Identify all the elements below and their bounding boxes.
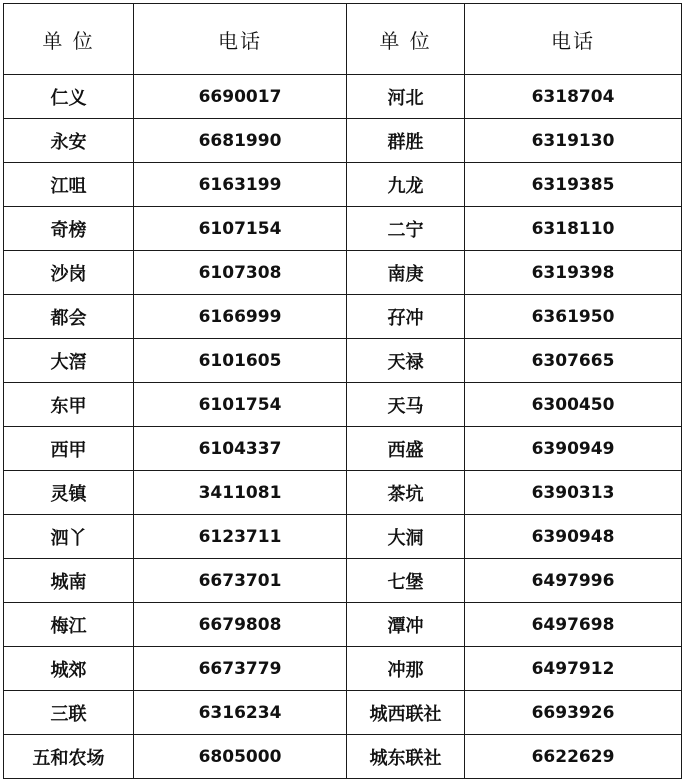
unit-name-cell: 二宁 <box>347 207 465 251</box>
phone-number-cell: 6497912 <box>465 647 682 691</box>
unit-name-cell: 仁义 <box>4 75 134 119</box>
unit-name-cell: 都会 <box>4 295 134 339</box>
unit-name-cell: 城西联社 <box>347 691 465 735</box>
phone-number-cell: 6319398 <box>465 251 682 295</box>
phone-number-cell: 6805000 <box>134 735 347 779</box>
unit-name-cell: 九龙 <box>347 163 465 207</box>
table-row <box>4 163 682 207</box>
phone-number-cell: 6690017 <box>134 75 347 119</box>
unit-name-cell: 江咀 <box>4 163 134 207</box>
unit-name-cell: 城南 <box>4 559 134 603</box>
table-row <box>4 75 682 119</box>
phone-number-cell: 6319385 <box>465 163 682 207</box>
header-unit-right: 单 位 <box>347 4 465 75</box>
unit-name-cell: 西甲 <box>4 427 134 471</box>
table-row <box>4 735 682 779</box>
phone-number-cell: 6307665 <box>465 339 682 383</box>
unit-name-cell: 三联 <box>4 691 134 735</box>
phone-number-cell: 6318704 <box>465 75 682 119</box>
unit-name-cell: 西盛 <box>347 427 465 471</box>
unit-name-cell: 五和农场 <box>4 735 134 779</box>
phone-number-cell: 6622629 <box>465 735 682 779</box>
phone-number-cell: 6361950 <box>465 295 682 339</box>
table-body <box>4 4 682 779</box>
phone-number-cell: 6318110 <box>465 207 682 251</box>
phone-number-cell: 6497996 <box>465 559 682 603</box>
table-row <box>4 251 682 295</box>
phone-number-cell: 6107154 <box>134 207 347 251</box>
header-row <box>4 4 682 75</box>
table-row <box>4 295 682 339</box>
unit-name-cell: 城东联社 <box>347 735 465 779</box>
unit-name-cell: 梅江 <box>4 603 134 647</box>
unit-name-cell: 茶坑 <box>347 471 465 515</box>
phone-number-cell: 6673779 <box>134 647 347 691</box>
phone-number-cell: 6300450 <box>465 383 682 427</box>
unit-name-cell: 群胜 <box>347 119 465 163</box>
phone-number-cell: 6693926 <box>465 691 682 735</box>
table-row <box>4 691 682 735</box>
phone-number-cell: 6679808 <box>134 603 347 647</box>
unit-name-cell: 孖冲 <box>347 295 465 339</box>
table-row <box>4 559 682 603</box>
table-row <box>4 515 682 559</box>
phone-number-cell: 6101605 <box>134 339 347 383</box>
table-row <box>4 383 682 427</box>
unit-name-cell: 沙岗 <box>4 251 134 295</box>
unit-name-cell: 大洞 <box>347 515 465 559</box>
unit-name-cell: 灵镇 <box>4 471 134 515</box>
table-row <box>4 207 682 251</box>
unit-name-cell: 永安 <box>4 119 134 163</box>
phone-number-cell: 6166999 <box>134 295 347 339</box>
unit-name-cell: 奇榜 <box>4 207 134 251</box>
phone-number-cell: 6681990 <box>134 119 347 163</box>
unit-name-cell: 天禄 <box>347 339 465 383</box>
table-row <box>4 471 682 515</box>
unit-name-cell: 七堡 <box>347 559 465 603</box>
unit-name-cell: 东甲 <box>4 383 134 427</box>
table-row <box>4 427 682 471</box>
phone-number-cell: 6163199 <box>134 163 347 207</box>
phone-number-cell: 6390948 <box>465 515 682 559</box>
unit-name-cell: 冲那 <box>347 647 465 691</box>
phone-number-cell: 6390313 <box>465 471 682 515</box>
unit-name-cell: 大滘 <box>4 339 134 383</box>
phone-number-cell: 6107308 <box>134 251 347 295</box>
phone-directory-table <box>3 3 682 779</box>
unit-name-cell: 南庚 <box>347 251 465 295</box>
unit-name-cell: 泗丫 <box>4 515 134 559</box>
phone-number-cell: 6104337 <box>134 427 347 471</box>
phone-number-cell: 3411081 <box>134 471 347 515</box>
table-row <box>4 119 682 163</box>
unit-name-cell: 城郊 <box>4 647 134 691</box>
phone-number-cell: 6390949 <box>465 427 682 471</box>
unit-name-cell: 河北 <box>347 75 465 119</box>
header-phone-right: 电话 <box>465 4 682 75</box>
phone-number-cell: 6319130 <box>465 119 682 163</box>
phone-number-cell: 6123711 <box>134 515 347 559</box>
phone-number-cell: 6101754 <box>134 383 347 427</box>
table-row <box>4 647 682 691</box>
table-row <box>4 339 682 383</box>
header-unit-left: 单 位 <box>4 4 134 75</box>
table-row <box>4 603 682 647</box>
unit-name-cell: 潭冲 <box>347 603 465 647</box>
phone-number-cell: 6673701 <box>134 559 347 603</box>
phone-number-cell: 6497698 <box>465 603 682 647</box>
unit-name-cell: 天马 <box>347 383 465 427</box>
header-phone-left: 电话 <box>134 4 347 75</box>
phone-number-cell: 6316234 <box>134 691 347 735</box>
